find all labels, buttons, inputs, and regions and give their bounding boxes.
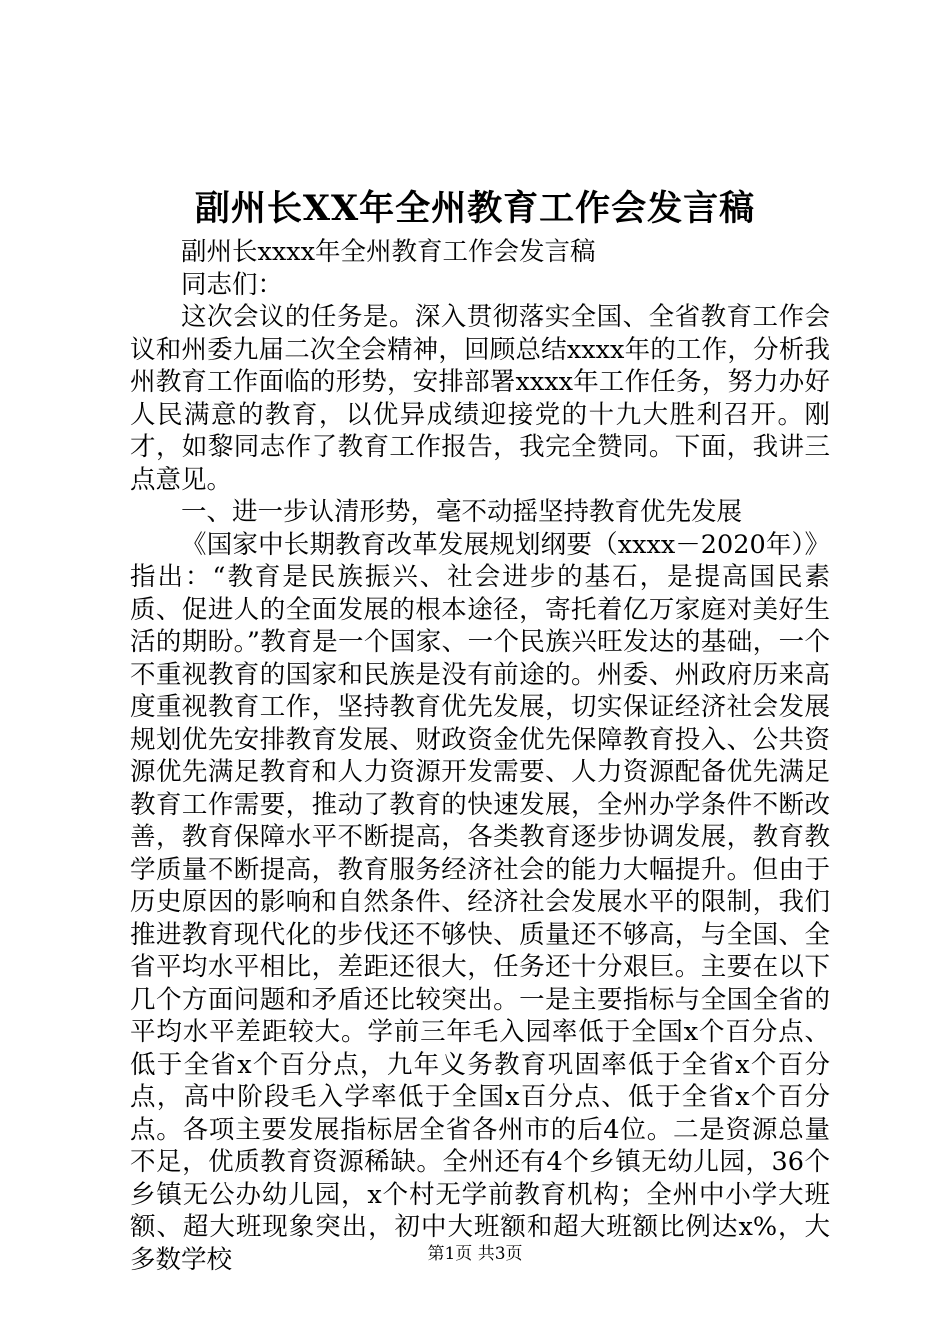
document-title: 副州长XX年全州教育工作会发言稿 — [194, 188, 756, 229]
body-paragraph-salutation: 同志们： — [181, 269, 284, 300]
body-paragraph-intro: 这次会议的任务是。深入贯彻落实全国、全省教育工作会议和州委九届二次全会精神，回顾总结xxxx年的工作，分析我州教育工作面临的形势，安排部署xxxx年工作任务，努力办好人民满意的教育，以优异成绩迎接党的十九大胜利召开。刚才，如黎同志作了教育工作报告，我完全赞同。下面，我讲三点意见。 — [130, 302, 830, 495]
body-paragraph-subtitle: 副州长xxxx年全州教育工作会发言稿 — [181, 237, 596, 267]
section-heading-one: 一、进一步认清形势，毫不动摇坚持教育优先发展 — [181, 497, 743, 527]
page-footer: 第1页 共3页 — [427, 1244, 523, 1264]
body-paragraph-section-one: 《国家中长期教育改革发展规划纲要（xxxx－2020年）》指出：“教育是民族振兴、社会进步的基石，是提高国民素质、促进人的全面发展的根本途径，寄托着亿万家庭对美好生活的期盼。”教育是一个国家、一个民族兴旺发达的基础，一个不重视教育的国家和民族是没有前途的。州委、州政府历来高度重视教育工作，坚持教育优先发展，切实保证经济社会发展规划优先安排教育发展、财政资金优先保障教育投入、公共资源优先满足教育和人力资源开发需要、人力资源配备优先满足教育工作需要，推动了教育的快速发展，全州办学条件不断改善，教育保障水平不断提高，各类教育逐步协调发展，教育教学质量不断提高，教育服务经济社会的能力大幅提升。但由于历史原因的影响和自然条件、经济社会发展水平的限制，我们推进教育现代化的步伐还不够快、质量还不够高，与全国、全省平均水平相比，差距还很大，任务还十分艰巨。主要在以下几个方面问题和矛盾还比较突出。一是主要指标与全国全省的平均水平差距较大。学前三年毛入园率低于全国x个百分点、低于全省x个百分点，九年义务教育巩固率低于全省x个百分点，高中阶段毛入学率低于全国x百分点、低于全省x个百分点。各项主要发展指标居全省各州市的后4位。二是资源总量不足，优质教育资源稀缺。全州还有4个乡镇无幼儿园，36个乡镇无公办幼儿园，x个村无学前教育机构；全州中小学大班额、超大班现象突出，初中大班额和超大班额比例达x%，大多数学校 — [130, 529, 830, 1275]
document-body — [130, 236, 830, 1276]
